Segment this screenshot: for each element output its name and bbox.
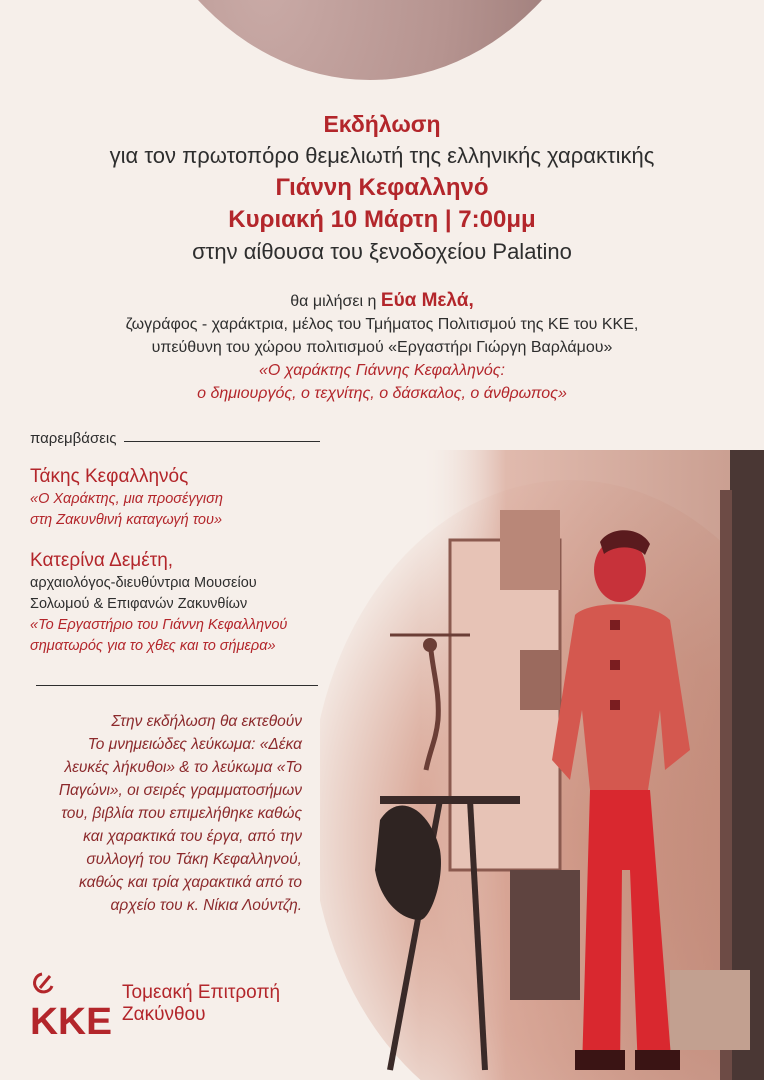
- organization-line: Τομεακή Επιτροπή: [122, 982, 281, 1003]
- exhibition-line: Το μνημειώδες λεύκωμα: «Δέκα: [87, 736, 302, 753]
- main-speaker: [0, 289, 764, 405]
- intervention-item: [30, 549, 340, 657]
- decorative-top-disc: [110, 0, 630, 80]
- speaker-role-line: ζωγράφος - χαράκτρια, μέλος του Τμήματος Πολιτισμού της ΚΕ του ΚΚΕ,: [125, 316, 639, 333]
- interventions-section: [30, 430, 340, 657]
- speaker-name: Εύα Μελά,: [380, 290, 474, 311]
- exhibition-line: καθώς και τρία χαρακτικά από το: [79, 874, 302, 891]
- speaker-talk-title: ο δημιουργός, ο τεχνίτης, ο δάσκαλος, ο άνθρωπος»: [197, 385, 567, 402]
- interventions-heading: [30, 430, 340, 447]
- exhibition-line: Παγώνι», οι σειρές γραμματοσήμων: [58, 782, 302, 799]
- event-datetime: Κυριακή 10 Μάρτη | 7:00μμ: [228, 206, 536, 233]
- party-organization: [122, 982, 280, 1026]
- honoree-name: Γιάννη Κεφαλληνό: [275, 174, 489, 201]
- intervention-talk: «Ο Χαράκτης, μια προσέγγιση: [30, 491, 223, 507]
- organization-line: Ζακύνθου: [122, 1004, 206, 1025]
- exhibition-line: λευκές λήκυθοι» & το λεύκωμα «Το: [64, 759, 302, 776]
- exhibition-line: συλλογή του Τάκη Κεφαλληνού,: [86, 851, 302, 868]
- speaker-role-line: υπεύθυνη του χώρου πολιτισμού «Εργαστήρι Γιώργη Βαρλάμου»: [151, 339, 613, 356]
- intervention-role: αρχαιολόγος-διευθύντρια Μουσείου: [30, 575, 257, 591]
- section-divider: [36, 685, 318, 686]
- intervention-talk: σηματωρός για το χθες και το σήμερα»: [30, 638, 276, 654]
- exhibition-line: του, βιβλία που επιμελήθηκε καθώς: [61, 805, 302, 822]
- intervention-role: Σολωμού & Επιφανών Ζακυνθίων: [30, 596, 248, 612]
- intervention-name: Τάκης Κεφαλληνός: [30, 466, 189, 487]
- hammer-sickle-icon: [30, 968, 114, 1040]
- intervention-talk: στη Ζακυνθινή καταγωγή του»: [30, 512, 223, 528]
- party-acronym: ΚΚΕ: [30, 1001, 112, 1040]
- exhibition-text: [30, 710, 302, 917]
- event-venue: στην αίθουσα του ξενοδοχείου Palatino: [192, 239, 572, 264]
- intervention-item: [30, 465, 340, 531]
- exhibition-line: αρχείο του κ. Νίκια Λούντζη.: [110, 897, 302, 914]
- speaker-talk-title: «Ο χαράκτης Γιάννης Κεφαλληνός:: [259, 362, 505, 379]
- event-label: Εκδήλωση: [323, 111, 441, 137]
- intervention-talk: «Το Εργαστήριο του Γιάννη Κεφαλληνού: [30, 617, 288, 633]
- event-header: [0, 108, 764, 268]
- exhibition-line: Στην εκδήλωση θα εκτεθούν: [111, 713, 302, 730]
- interventions-heading-label: παρεμβάσεις: [30, 430, 117, 447]
- artist-studio-photo: [320, 450, 764, 1080]
- intervention-name: Κατερίνα Δεμέτη,: [30, 550, 174, 571]
- speaker-intro: θα μιλήσει η: [290, 293, 377, 310]
- heading-rule: [124, 441, 320, 442]
- event-subtitle: για τον πρωτοπόρο θεμελιωτή της ελληνικής χαρακτικής: [109, 143, 655, 168]
- party-logo: [30, 968, 280, 1040]
- exhibition-line: και χαρακτικά του έργα, από την: [83, 828, 302, 845]
